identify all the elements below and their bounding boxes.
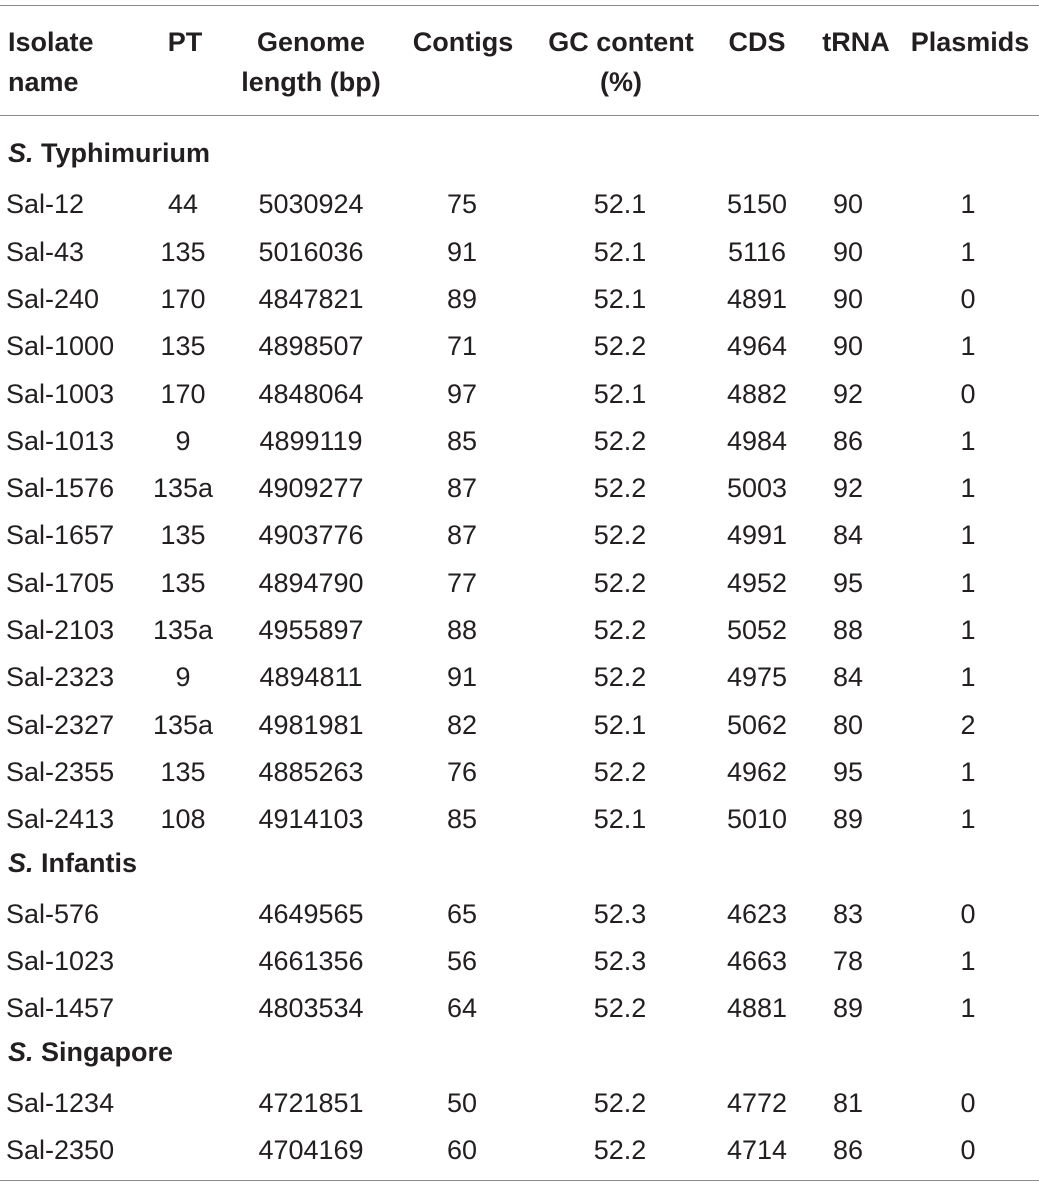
cell-trna: 89 <box>832 804 864 835</box>
cell-isolate-name: Sal-12 <box>6 189 85 220</box>
column-header-pt <box>168 22 203 62</box>
cell-gc-content: 52.2 <box>593 425 647 456</box>
cell-contigs: 77 <box>446 567 478 598</box>
cell-cds: 5116 <box>727 236 787 267</box>
group-genus: S. <box>8 138 34 168</box>
cell-contigs: 85 <box>446 425 478 456</box>
cell-gc-content: 52.1 <box>593 283 647 314</box>
cell-contigs: 91 <box>446 236 478 267</box>
table-row <box>0 1132 1039 1168</box>
cell-isolate-name: Sal-2323 <box>6 662 115 693</box>
cell-plasmids: 0 <box>960 1135 976 1166</box>
table-row <box>0 186 1039 222</box>
cell-contigs: 82 <box>446 709 478 740</box>
table-row <box>0 801 1039 837</box>
cell-isolate-name: Sal-1234 <box>6 1088 115 1118</box>
cell-pt: 135a <box>152 615 214 645</box>
cell-gc-content: 52.1 <box>593 709 647 740</box>
table-row <box>0 896 1039 932</box>
cell-genome-length: 4803534 <box>258 993 364 1024</box>
cell-genome-length: 4649565 <box>258 898 364 929</box>
table-row <box>0 234 1039 270</box>
cell-contigs: 88 <box>446 615 478 645</box>
cell-contigs: 89 <box>446 283 478 314</box>
cell-genome-length: 4848064 <box>258 378 364 409</box>
cell-isolate-name: Sal-1000 <box>6 331 115 362</box>
cell-contigs: 91 <box>446 662 478 693</box>
cell-plasmids: 1 <box>960 567 976 598</box>
cell-contigs: 75 <box>446 189 478 220</box>
cell-gc-content: 52.1 <box>593 378 647 409</box>
cell-trna: 90 <box>832 331 864 362</box>
cell-pt: 170 <box>160 378 206 409</box>
column-header-trna <box>822 22 890 62</box>
cell-plasmids: 1 <box>960 473 976 504</box>
column-header-line: length (bp) <box>241 67 381 97</box>
cell-isolate-name: Sal-1013 <box>6 425 115 456</box>
cell-gc-content: 52.1 <box>593 804 647 835</box>
cell-plasmids: 1 <box>960 331 976 362</box>
cell-trna: 95 <box>832 567 864 598</box>
table-row <box>0 281 1039 317</box>
cell-genome-length: 5016036 <box>258 236 364 267</box>
cell-cds: 4881 <box>726 993 788 1024</box>
cell-isolate-name: Sal-2355 <box>6 756 115 787</box>
table-row <box>0 470 1039 506</box>
cell-plasmids: 0 <box>960 378 976 409</box>
cell-cds: 4772 <box>726 1088 788 1118</box>
cell-contigs: 87 <box>446 473 478 504</box>
cell-contigs: 50 <box>446 1088 478 1118</box>
cell-trna: 84 <box>832 520 864 551</box>
table-bottom-rule <box>0 1180 1039 1181</box>
cell-genome-length: 4903776 <box>258 520 364 551</box>
cell-contigs: 64 <box>446 993 478 1024</box>
cell-gc-content: 52.2 <box>593 1135 647 1166</box>
cell-cds: 4984 <box>726 425 788 456</box>
cell-gc-content: 52.1 <box>593 189 647 220</box>
table-row <box>0 707 1039 743</box>
cell-plasmids: 1 <box>960 993 976 1024</box>
cell-gc-content: 52.2 <box>593 567 647 598</box>
cell-isolate-name: Sal-2327 <box>6 709 115 740</box>
cell-cds: 4952 <box>726 567 788 598</box>
cell-plasmids: 1 <box>960 520 976 551</box>
cell-trna: 92 <box>832 473 864 504</box>
column-header-line: name <box>8 67 79 97</box>
cell-gc-content: 52.2 <box>593 331 647 362</box>
cell-gc-content: 52.1 <box>593 236 647 267</box>
cell-cds: 5062 <box>726 709 788 740</box>
group-serovar: Singapore <box>33 1036 174 1067</box>
cell-isolate-name: Sal-240 <box>6 283 100 314</box>
cell-isolate-name: Sal-43 <box>6 236 85 267</box>
cell-genome-length: 4894811 <box>259 662 363 693</box>
column-header-line: PT <box>167 27 203 57</box>
cell-trna: 92 <box>832 378 864 409</box>
cell-trna: 88 <box>832 615 864 645</box>
cell-trna: 89 <box>832 993 864 1024</box>
cell-genome-length: 4885263 <box>258 756 364 787</box>
column-header-line: (%) <box>600 67 642 97</box>
table-row <box>0 612 1039 648</box>
cell-contigs: 60 <box>446 1135 478 1166</box>
cell-trna: 84 <box>832 662 864 693</box>
cell-pt: 108 <box>160 804 206 835</box>
cell-cds: 5003 <box>726 473 788 504</box>
cell-genome-length: 4661356 <box>258 946 364 977</box>
cell-gc-content: 52.3 <box>593 946 647 977</box>
table-row <box>0 565 1039 601</box>
cell-genome-length: 4914103 <box>258 804 364 835</box>
cell-pt: 135a <box>152 473 214 504</box>
cell-plasmids: 1 <box>960 615 976 645</box>
cell-pt: 135 <box>160 756 206 787</box>
cell-genome-length: 4898507 <box>258 331 364 362</box>
cell-pt: 170 <box>160 283 206 314</box>
table-row <box>0 990 1039 1026</box>
cell-trna: 90 <box>832 236 864 267</box>
cell-trna: 78 <box>832 946 864 977</box>
column-header-plasmids <box>911 22 1030 62</box>
cell-gc-content: 52.2 <box>593 1088 647 1118</box>
cell-isolate-name: Sal-1657 <box>6 520 115 551</box>
table-row <box>0 328 1039 364</box>
cell-isolate-name: Sal-1457 <box>6 993 115 1024</box>
cell-plasmids: 1 <box>960 756 976 787</box>
cell-contigs: 65 <box>446 898 478 929</box>
cell-cds: 5150 <box>726 189 788 220</box>
column-header-line: Isolate <box>8 27 94 57</box>
column-header-line: Genome <box>256 27 366 57</box>
cell-genome-length: 4721851 <box>258 1088 364 1118</box>
cell-cds: 4882 <box>726 378 788 409</box>
cell-gc-content: 52.2 <box>593 615 647 645</box>
table-row <box>0 1085 1039 1121</box>
cell-cds: 4714 <box>726 1135 788 1166</box>
cell-plasmids: 1 <box>960 236 976 267</box>
cell-trna: 95 <box>832 756 864 787</box>
cell-isolate-name: Sal-1705 <box>6 567 115 598</box>
cell-isolate-name: Sal-1576 <box>6 473 115 504</box>
table-header-rule <box>0 115 1039 116</box>
cell-genome-length: 4894790 <box>258 567 364 598</box>
column-header-line: Plasmids <box>910 27 1030 57</box>
group-genus: S. <box>8 847 34 878</box>
cell-genome-length: 4704169 <box>258 1135 364 1166</box>
cell-trna: 90 <box>832 283 864 314</box>
group-genus: S. <box>8 1036 34 1067</box>
column-header-gc-content <box>548 22 694 102</box>
cell-contigs: 71 <box>446 331 478 362</box>
cell-plasmids: 0 <box>960 1088 976 1118</box>
cell-cds: 5010 <box>726 804 788 835</box>
cell-cds: 4962 <box>726 756 788 787</box>
cell-genome-length: 5030924 <box>258 189 364 220</box>
column-header-line: CDS <box>728 27 786 57</box>
column-header-cds <box>728 22 785 62</box>
cell-genome-length: 4981981 <box>258 709 364 740</box>
table-row <box>0 376 1039 412</box>
cell-plasmids: 1 <box>960 189 976 220</box>
cell-cds: 4663 <box>726 946 788 977</box>
cell-pt: 135 <box>160 236 206 267</box>
cell-plasmids: 1 <box>960 662 976 693</box>
table-row <box>0 943 1039 979</box>
cell-trna: 86 <box>832 425 864 456</box>
cell-contigs: 87 <box>446 520 478 551</box>
cell-plasmids: 1 <box>960 425 976 456</box>
cell-pt: 9 <box>175 425 191 456</box>
column-header-line: tRNA <box>822 27 890 57</box>
table-row <box>0 754 1039 790</box>
cell-isolate-name: Sal-1003 <box>6 378 115 409</box>
cell-trna: 86 <box>832 1135 864 1166</box>
cell-contigs: 56 <box>446 946 478 977</box>
cell-gc-content: 52.3 <box>593 898 647 929</box>
cell-gc-content: 52.2 <box>593 662 647 693</box>
column-header-genome-length <box>241 22 380 102</box>
cell-genome-length: 4955897 <box>258 615 364 645</box>
cell-gc-content: 52.2 <box>593 993 647 1024</box>
table-row <box>0 517 1039 553</box>
cell-pt: 135 <box>160 331 206 362</box>
group-label <box>8 1037 173 1067</box>
cell-pt: 44 <box>167 189 199 220</box>
cell-cds: 4623 <box>726 898 788 929</box>
table-row <box>0 423 1039 459</box>
cell-trna: 81 <box>832 1088 864 1118</box>
cell-gc-content: 52.2 <box>593 756 647 787</box>
cell-pt: 9 <box>175 662 191 693</box>
cell-cds: 4991 <box>726 520 788 551</box>
cell-genome-length: 4909277 <box>258 473 364 504</box>
cell-plasmids: 2 <box>960 709 976 740</box>
cell-plasmids: 0 <box>960 898 976 929</box>
column-header-isolate-name <box>8 22 94 102</box>
cell-isolate-name: Sal-2413 <box>6 804 115 835</box>
cell-contigs: 97 <box>446 378 478 409</box>
cell-trna: 83 <box>832 898 864 929</box>
column-header-line: GC content <box>548 27 694 57</box>
cell-gc-content: 52.2 <box>593 473 647 504</box>
cell-plasmids: 0 <box>960 283 976 314</box>
cell-pt: 135a <box>152 709 214 740</box>
cell-contigs: 76 <box>446 756 478 787</box>
cell-isolate-name: Sal-2350 <box>6 1135 115 1166</box>
cell-cds: 4891 <box>726 283 788 314</box>
cell-cds: 5052 <box>726 615 788 645</box>
cell-isolate-name: Sal-576 <box>6 898 100 929</box>
cell-trna: 90 <box>832 189 864 220</box>
group-serovar: Typhimurium <box>33 138 211 168</box>
cell-plasmids: 1 <box>960 946 976 977</box>
cell-gc-content: 52.2 <box>593 520 647 551</box>
cell-plasmids: 1 <box>960 804 976 835</box>
table-top-rule <box>0 5 1039 6</box>
column-header-line: Contigs <box>412 27 514 57</box>
table-row <box>0 659 1039 695</box>
cell-isolate-name: Sal-2103 <box>6 615 115 645</box>
cell-isolate-name: Sal-1023 <box>6 946 115 977</box>
cell-genome-length: 4847821 <box>258 283 364 314</box>
group-label <box>8 848 137 878</box>
cell-genome-length: 4899119 <box>259 425 363 456</box>
cell-pt: 135 <box>160 567 206 598</box>
cell-cds: 4975 <box>726 662 788 693</box>
cell-pt: 135 <box>160 520 206 551</box>
cell-trna: 80 <box>832 709 864 740</box>
cell-contigs: 85 <box>446 804 478 835</box>
group-label <box>8 138 210 168</box>
cell-cds: 4964 <box>726 331 788 362</box>
column-header-contigs <box>413 22 514 62</box>
group-serovar: Infantis <box>33 847 138 878</box>
